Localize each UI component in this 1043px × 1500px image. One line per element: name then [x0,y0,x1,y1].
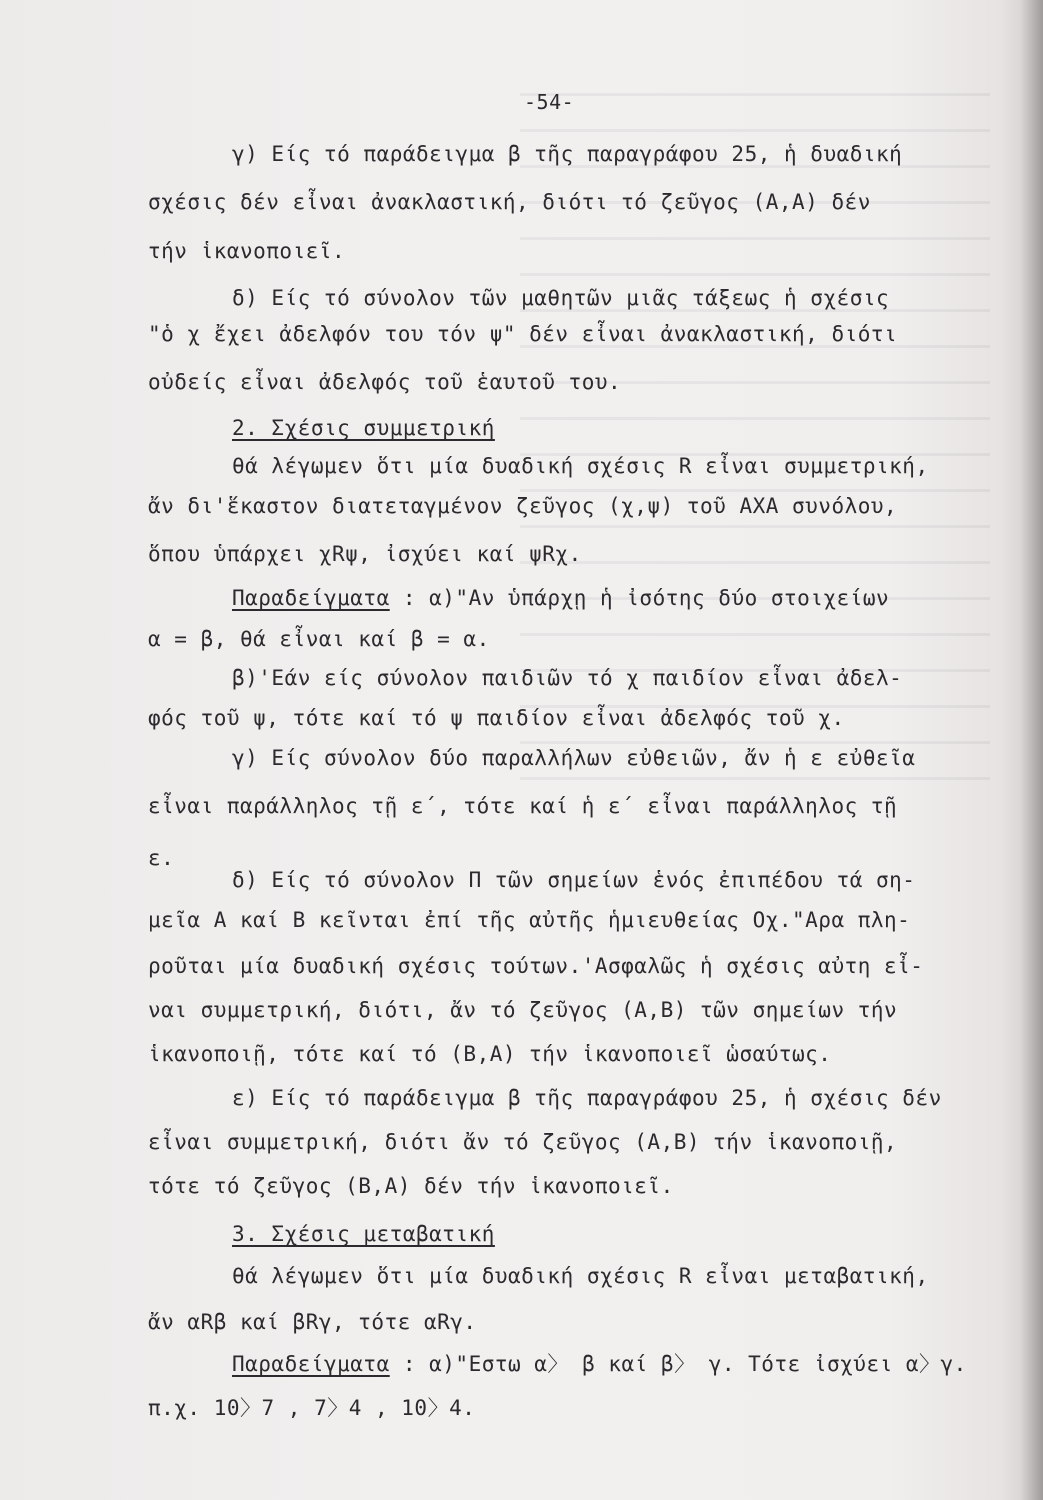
section-heading: 2. Σχέσις συμμετρική [232,416,495,440]
text-line: θά λέγωμεν ὅτι μία δυαδική σχέσις R εἶναι συμμετρική, [232,454,929,478]
text-line: ἄν δι'ἕκαστον διατεταγμένον ζεῦγος (χ,ψ) τοῦ ΑΧΑ συνόλου, [148,494,898,518]
text-line: ἄν αRβ καί βRγ, τότε αRγ. [148,1310,477,1334]
text-line: β)'Εάν είς σύνολον παιδιῶν τό χ παιδίον εἶναι ἀδελ- [232,666,903,690]
text-line: τήν ἱκανοποιεῖ. [148,239,346,263]
text-line: σχέσις δέν εἶναι ἀνακλαστική, διότι τό ζεῦγος (Α,Α) δέν [148,190,871,214]
text-line: μεῖα Α καί Β κεῖνται ἐπί τῆς αὐτῆς ἡμιευθείας Οχ."Αρα πλη- [148,908,911,932]
text-line: ε. [148,846,175,870]
text-line: γ) Είς σύνολον δύο παραλλήλων εὐθειῶν, ἄν ἡ ε εὐθεῖα [232,746,916,770]
text-line: ἱκανοποιῇ, τότε καί τό (Β,Α) τήν ἱκανοποιεῖ ὡσαύτως. [148,1042,832,1066]
text-line: α = β, θά εἶναι καί β = α. [148,627,490,651]
text-line: Παραδείγματα : α)"Αν ὑπάρχῃ ἡ ἰσότης δύο στοιχείων [232,586,890,610]
text-line: "ὁ χ ἔχει ἀδελφόν του τόν ψ" δέν εἶναι ἀνακλαστική, διότι [148,322,898,346]
text-line: εἶναι παράλληλος τῇ ε΄, τότε καί ἡ ε΄ εἶναι παράλληλος τῇ [148,794,898,818]
text-line: ὅπου ὑπάρχει χRψ, ἰσχύει καί ψRχ. [148,542,582,566]
text-line: π.χ. 10〉7 , 7〉4 , 10〉4. [148,1396,476,1420]
text-line: γ) Είς τό παράδειγμα β τῆς παραγράφου 25, ἡ δυαδική [232,142,903,166]
examples-label: Παραδείγματα [232,1352,390,1376]
text-line: οὐδείς εἶναι ἀδελφός τοῦ ἑαυτοῦ του. [148,370,622,394]
text-line: ναι συμμετρική, διότι, ἄν τό ζεῦγος (Α,Β) τῶν σημείων τήν [148,998,898,1022]
text-line: ε) Είς τό παράδειγμα β τῆς παραγράφου 25, ἡ σχέσις δέν [232,1086,942,1110]
text-line: ροῦται μία δυαδική σχέσις τούτων.'Ασφαλῶς ἡ σχέσις αὐτη εἶ- [148,954,924,978]
text-line: φός τοῦ ψ, τότε καί τό ψ παιδίον εἶναι ἀδελφός τοῦ χ. [148,706,845,730]
text-line: Παραδείγματα : α)"Εστω α〉 β καί β〉 γ. Τότε ἰσχύει α〉γ. [232,1352,967,1376]
page-number: -54- [524,90,575,114]
examples-label: Παραδείγματα [232,586,390,610]
text-line: θά λέγωμεν ὅτι μία δυαδική σχέσις R εἶναι μεταβατική, [232,1264,929,1288]
text-line: εἶναι συμμετρική, διότι ἄν τό ζεῦγος (Α,Β) τήν ἱκανοποιῇ, [148,1130,898,1154]
text-line: δ) Είς τό σύνολον τῶν μαθητῶν μιᾶς τάξεως ἡ σχέσις [232,286,890,310]
page-edge-shadow [1021,0,1043,1500]
section-heading: 3. Σχέσις μεταβατική [232,1222,495,1246]
text-line: τότε τό ζεῦγος (Β,Α) δέν τήν ἱκανοποιεῖ. [148,1174,674,1198]
text-line: δ) Είς τό σύνολον Π τῶν σημείων ἑνός ἐπιπέδου τά ση- [232,868,916,892]
